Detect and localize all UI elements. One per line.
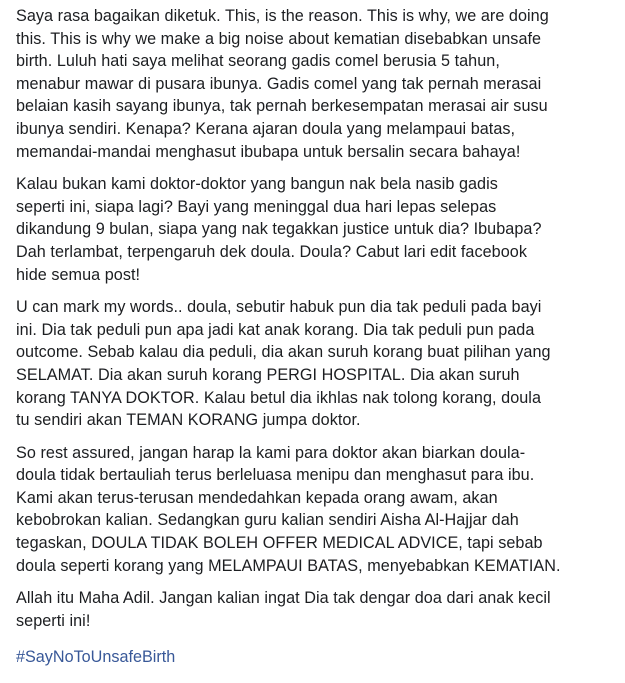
text-line: dikandung 9 bulan, siapa yang nak tegakkan justice untuk dia? Ibubapa? — [16, 220, 542, 239]
text-line: birth. Luluh hati saya melihat seorang gadis comel berusia 5 tahun, — [16, 52, 500, 71]
text-line: hide semua post! — [16, 265, 141, 284]
text-line: tegaskan, DOULA TIDAK BOLEH OFFER MEDICAL ADVICE, tapi sebab — [16, 534, 543, 553]
hashtag-link[interactable]: #SayNoToUnsafeBirth — [16, 648, 176, 667]
text-line: doula seperti korang yang MELAMPAUI BATAS, menyebabkan KEMATIAN. — [16, 556, 561, 575]
text-line: tu sendiri akan TEMAN KORANG jumpa doktor. — [16, 411, 361, 430]
text-line: belaian kasih sayang ibunya, tak pernah berkesempatan merasai air susu — [16, 97, 548, 116]
text-line: So rest assured, jangan harap la kami para doktor akan biarkan doula- — [16, 443, 526, 462]
text-line: Kami akan terus-terusan mendedahkan kepada orang awam, akan — [16, 488, 498, 507]
text-line: doula tidak bertauliah terus berleluasa menipu dan menghasut para ibu. — [16, 466, 535, 485]
text-line: seperti ini! — [16, 611, 91, 630]
text-line: ini. Dia tak peduli pun apa jadi kat anak korang. Dia tak peduli pun pada — [16, 320, 535, 339]
text-line: Dah terlambat, terpengaruh dek doula. Doula? Cabut lari edit facebook — [16, 242, 527, 261]
post-paragraph-3 — [16, 296, 611, 432]
post-paragraph-5 — [16, 587, 611, 632]
text-line: kebobrokan kalian. Sedangkan guru kalian sendiri Aisha Al-Hajjar dah — [16, 511, 519, 530]
text-line: U can mark my words.. doula, sebutir habuk pun dia tak peduli pada bayi — [16, 298, 542, 317]
text-line: this. This is why we make a big noise about kematian disebabkan unsafe — [16, 29, 542, 48]
text-line: outcome. Sebab kalau dia peduli, dia akan suruh korang buat pilihan yang — [16, 343, 551, 362]
post-paragraph-4 — [16, 442, 611, 578]
text-line: Allah itu Maha Adil. Jangan kalian ingat Dia tak dengar doa dari anak kecil — [16, 589, 551, 608]
text-line: memandai-mandai menghasut ibubapa untuk bersalin secara bahaya! — [16, 142, 521, 161]
text-line: Saya rasa bagaikan diketuk. This, is the reason. This is why, we are doing — [16, 7, 549, 25]
text-line: seperti ini, siapa lagi? Bayi yang meninggal dua hari lepas selepas — [16, 197, 497, 216]
text-line: SELAMAT. Dia akan suruh korang PERGI HOSPITAL. Dia akan suruh — [16, 365, 520, 384]
post-paragraph-2 — [16, 173, 611, 286]
post-paragraph-1 — [16, 5, 611, 163]
text-line: menabur mawar di pusara ibunya. Gadis comel yang tak pernah merasai — [16, 74, 542, 93]
text-line: ibunya sendiri. Kenapa? Kerana ajaran doula yang melampaui batas, — [16, 119, 516, 138]
text-line: Kalau bukan kami doktor-doktor yang bangun nak bela nasib gadis — [16, 175, 498, 194]
text-line: korang TANYA DOKTOR. Kalau betul dia ikhlas nak tolong korang, doula — [16, 388, 541, 407]
